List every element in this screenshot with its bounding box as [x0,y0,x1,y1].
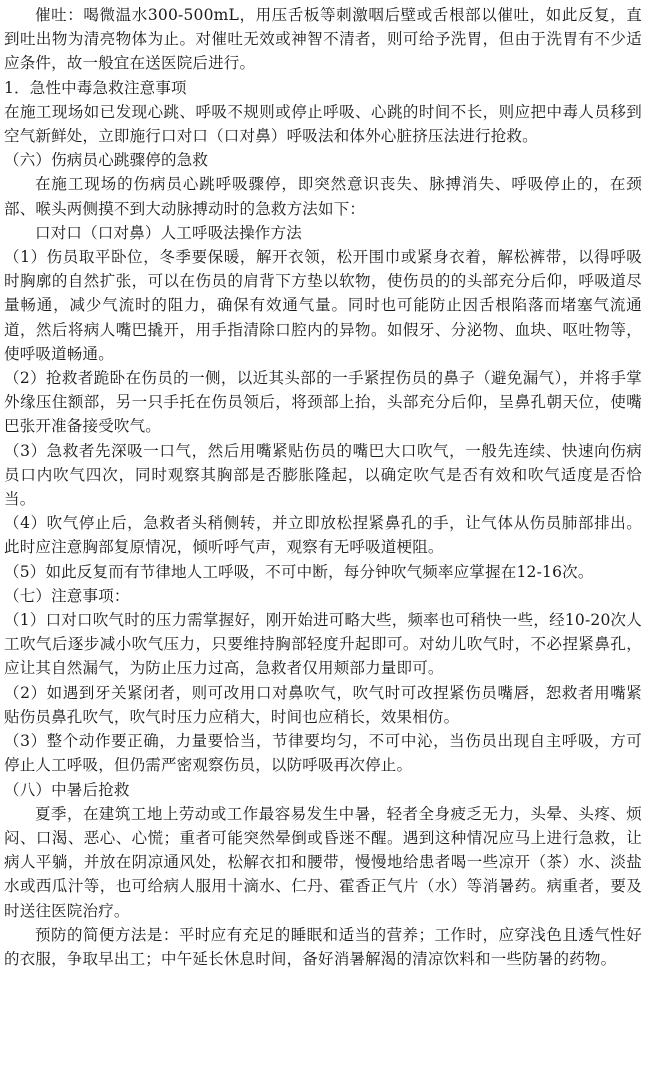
paragraph-step-1: （1）伤员取平卧位，冬季要保暖，解开衣领，松开围巾或紧身衣着，解松裤带，以得呼吸时胸廓的自然扩张，可以在伤员的肩背下方垫以软物，使伤员的的头部充分后仰，呼吸道尽量畅通，减少气流时的阻力，确保有效通气量。同时也可能防止因舌根陷落而堵塞气流通道，然后将病人嘴巴撬开，用手指清除口腔内的异物。如假牙、分泌物、血块、呕吐物等，使呼吸道畅通。 [4,248,642,363]
paragraph-heatstroke-rescue: 夏季，在建筑工地上劳动或工作最容易发生中暑，轻者全身疲乏无力，头晕、头疼、烦闷、口渴、恶心、心慌；重者可能突然晕倒或昏迷不醒。遇到这种情况应马上进行急救，让病人平躺，并放在阴凉通风处，松解衣扣和腰带，慢慢地给患者喝一些凉开（茶）水、淡盐水或西瓜汁等，也可给病人服用十滴水、仁丹、霍香正气片（水）等消暑药。病重者，要及时送往医院治疗。 [4,804,642,920]
paragraph-precaution-2: （2）如遇到牙关紧闭者，则可改用口对鼻吹气，吹气时可改捏紧伤员嘴唇，恕救者用嘴紧贴伤员鼻孔吹气，吹气时压力应稍大，时间也应稍长，效果相仿。 [4,683,642,726]
paragraph-precaution-3: （3）整个动作要正确，力量要恰当，节律要均匀，不可中沁，当伤员出现自主呼吸，方可停止人工呼吸，但仍需严密观察伤员，以防呼吸再次停止。 [4,732,642,775]
heading-cardiac-arrest: （六）伤病员心跳骤停的急救 [4,151,209,170]
paragraph-step-4: （4）吹气停止后，急救者头稍侧转，并立即放松捏紧鼻孔的手，让气体从伤员肺部排出。此时应注意胸部复原情况，倾听呼气声，观察有无呼吸道梗阻。 [4,514,642,557]
paragraph-step-3: （3）急救者先深吸一口气，然后用嘴紧贴伤员的嘴巴大口吹气，一般先连续、快速向伤病员口内吹气四次，同时观察其胸部是否膨胀隆起，以确定吹气是否有效和吹气适度是否恰当。 [4,441,642,509]
paragraph-poisoning-rescue: 在施工现场如已发现心跳、呼吸不规则或停止呼吸、心跳的时间不长，则应把中毒人员移到空气新鲜处，立即施行口对口（口对鼻）呼吸法和体外心脏挤压法进行抢救。 [4,102,642,146]
heading-heatstroke: （八）中暑后抢救 [4,780,130,799]
paragraph-step-5: （5）如此反复而有节律地人工呼吸，不可中断，每分钟吹气频率应掌握在12-16次。 [4,562,594,581]
paragraph-heatstroke-prevention: 预防的简便方法是：平时应有充足的睡眠和适当的营养；工作时，应穿浅色且透气性好的衣服，争取早出工；中午延长休息时间，备好消暑解渴的清凉饮料和一些防暑的药物。 [4,925,642,968]
paragraph-step-2: （2）抢救者跪卧在伤员的一侧，以近其头部的一手紧捏伤员的鼻子（避免漏气），并将手掌外缘压住额部，另一只手托在伤员领后，将颈部上抬，头部充分后仰，呈鼻孔朝天位，使嘴巴张开准备接受吹气。 [4,369,642,436]
heading-acute-poisoning-notes: 1．急性中毒急救注意事项 [4,78,187,97]
heading-mouth-to-mouth-method: 口对口（口对鼻）人工呼吸法操作方法 [35,223,302,242]
paragraph-cardiac-arrest-intro: 在施工现场的伤病员心跳呼吸骤停，即突然意识丧失、脉搏消失、呼吸停止的，在颈部、喉头两侧摸不到大动脉搏动时的急救方法如下： [4,175,642,218]
heading-precautions: （七）注意事项： [4,586,130,605]
paragraph-precaution-1: （1）口对口吹气时的压力需掌握好，刚开始进可略大些，频率也可稍快一些，经10-20次人工吹气后逐步减小吹气压力，只要维持胸部轻度升起即可。对幼儿吹气时，不必捏紧鼻孔，应让其自然漏气，为防止压力过高，急救者仅用颊部力量即可。 [4,611,642,678]
paragraph-induce-vomiting: 催吐：喝微温水300-500mL，用压舌板等刺激咽后壁或舌根部以催吐，如此反复，直到吐出物为清亮物体为止。对催吐无效或神智不清者，则可给予洗胃，但由于洗胃有不少适应条件，故一般宜在送医院后进行。 [4,6,642,73]
